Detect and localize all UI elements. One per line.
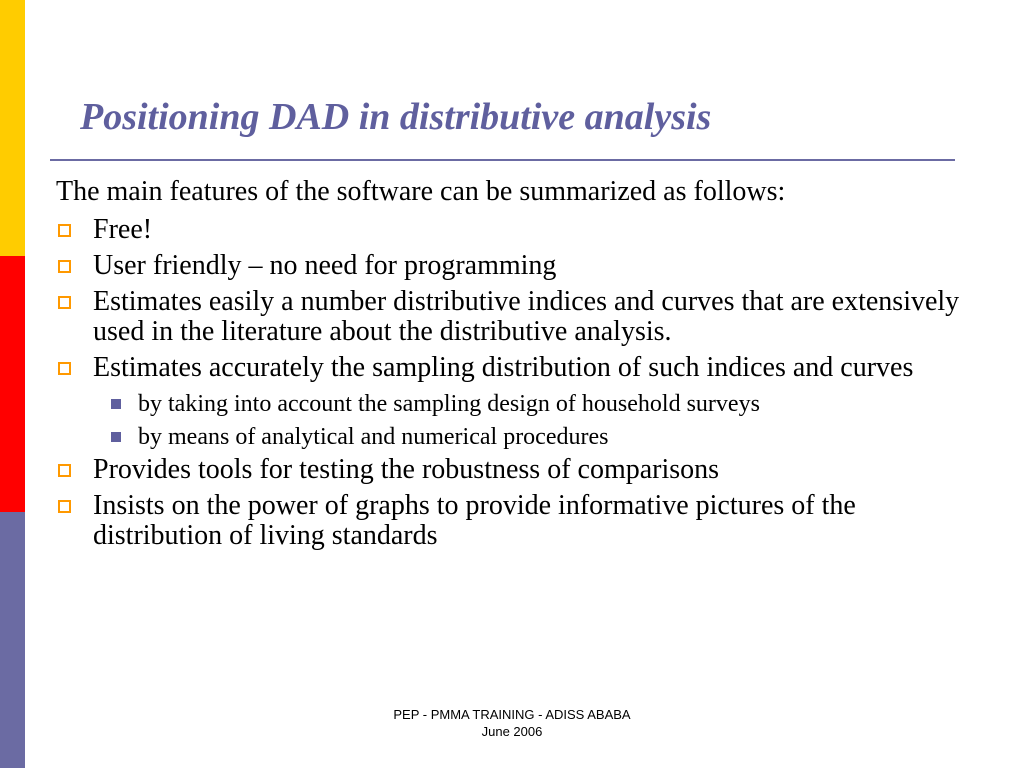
bullet-item (56, 491, 966, 551)
hollow-square-bullet-icon (58, 224, 71, 237)
sub-bullet-text: by means of analytical and numerical procedures (138, 424, 609, 450)
title-divider (50, 159, 955, 161)
bullet-text: Estimates easily a number distributive indices and curves that are extensively used in the literature about the distributive analysis. (93, 286, 960, 347)
hollow-square-bullet-icon (58, 296, 71, 309)
sub-bullet-item (56, 389, 966, 419)
hollow-square-bullet-icon (58, 464, 71, 477)
accent-stripe-red (0, 256, 25, 512)
bullet-item (56, 215, 966, 245)
bullet-item (56, 353, 966, 383)
bullet-text: User friendly – no need for programming (93, 250, 557, 281)
hollow-square-bullet-icon (58, 500, 71, 513)
filled-square-bullet-icon (111, 432, 121, 442)
bullet-text: Free! (93, 214, 153, 245)
footer-line-date: June 2006 (481, 724, 543, 739)
sub-bullet-item (56, 422, 966, 452)
footer-line-event: PEP - PMMA TRAINING - ADISS ABABA (393, 707, 631, 722)
accent-stripe-slate (0, 512, 25, 768)
bullet-text: Insists on the power of graphs to provide informative pictures of the distribution of living standards (93, 490, 856, 551)
slide-title: Positioning DAD in distributive analysis (80, 96, 712, 138)
bullet-item (56, 287, 966, 347)
slide-footer (312, 706, 712, 740)
hollow-square-bullet-icon (58, 260, 71, 273)
accent-stripe-yellow (0, 0, 25, 256)
filled-square-bullet-icon (111, 399, 121, 409)
sub-bullet-text: by taking into account the sampling design of household surveys (138, 391, 760, 417)
bullet-item (56, 251, 966, 281)
bullet-text: Estimates accurately the sampling distribution of such indices and curves (93, 352, 914, 383)
bullet-item (56, 455, 966, 485)
slide-content (56, 176, 966, 557)
intro-text: The main features of the software can be summarized as follows: (56, 176, 786, 207)
bullet-text: Provides tools for testing the robustness of comparisons (93, 454, 720, 485)
hollow-square-bullet-icon (58, 362, 71, 375)
